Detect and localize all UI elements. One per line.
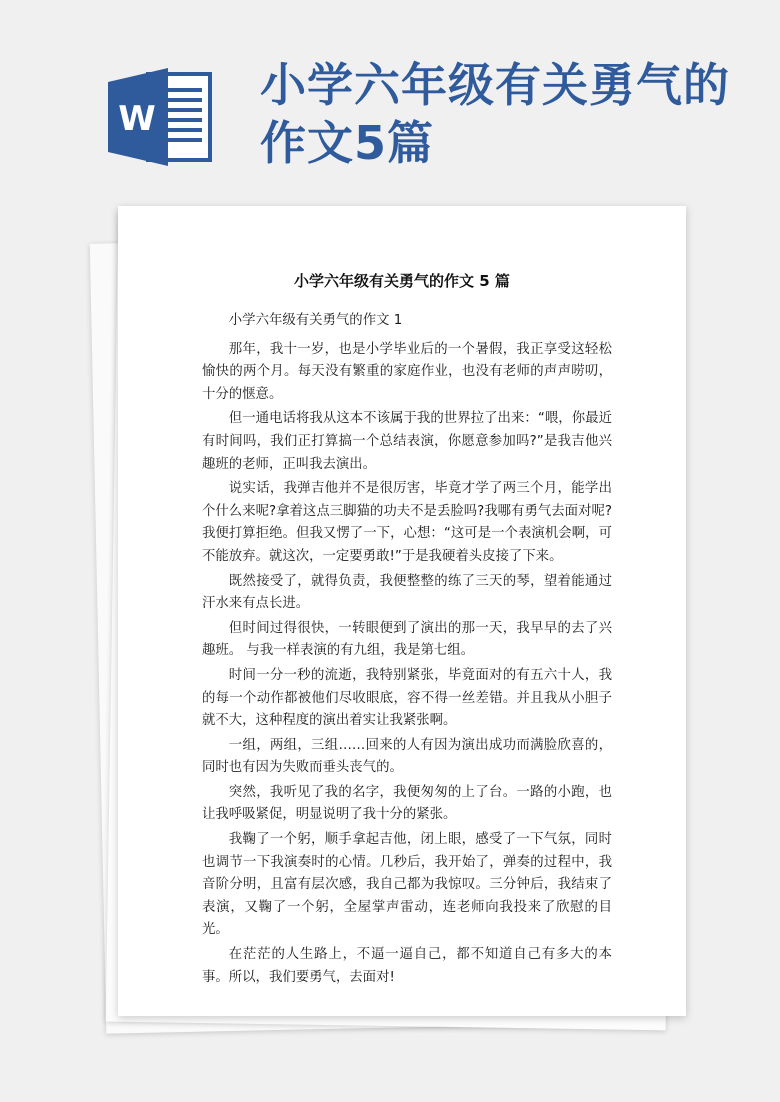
paragraph: 我鞠了一个躬，顺手拿起吉他，闭上眼，感受了一下气氛，同时也调节一下我演奏时的心情。几秒后，我开始了，弹奏的过程中，我音阶分明，且富有层次感，我自己都为我惊叹。三分钟后，我结束了表演，又鞠了一个躬，全屋掌声雷动，连老师向我投来了欣慰的目光。 bbox=[202, 832, 612, 938]
paragraph: 那年，我十一岁，也是小学毕业后的一个暑假，我正享受这轻松愉快的两个月。每天没有繁重的家庭作业，也没有老师的声声唠叨，十分的惬意。 bbox=[202, 341, 612, 402]
paragraph: 既然接受了，就得负责，我便整整的练了三天的琴，望着能通过汗水来有点长进。 bbox=[202, 573, 612, 612]
document-body bbox=[202, 310, 612, 991]
essay-heading: 小学六年级有关勇气的作文 1 bbox=[228, 313, 403, 328]
header bbox=[0, 0, 780, 200]
paragraph: 突然，我听见了我的名字，我便匆匆的上了台。一路的小跑，也让我呼吸紧促，明显说明了我十分的紧张。 bbox=[202, 784, 612, 823]
document-page bbox=[118, 206, 686, 1016]
word-document-icon bbox=[108, 68, 212, 166]
document-title: 小学六年级有关勇气的作文 5 篇 bbox=[294, 272, 510, 290]
paragraph: 说实话，我弹吉他并不是很厉害，毕竟才学了两三个月，能学出个什么来呢?拿着这点三脚猫的功夫不是丢脸吗?我哪有勇气去面对呢?我便打算拒绝。但我又愣了一下，心想：“这可是一个表演机会啊，可不能放弃。就这次，一定要勇敢!”于是我硬着头皮接了下来。 bbox=[202, 481, 612, 564]
paragraph: 一组，两组，三组……回来的人有因为演出成功而满脸欣喜的，同时也有因为失败而垂头丧气的。 bbox=[202, 737, 612, 776]
paragraph: 在茫茫的人生路上，不逼一逼自己，都不知道自己有多大的本事。所以，我们要勇气，去面对! bbox=[202, 947, 612, 985]
header-title: 小学六年级有关勇气的作文5篇 bbox=[260, 58, 730, 170]
svg-text:W: W bbox=[118, 99, 156, 139]
paragraph: 但时间过得很快，一转眼便到了演出的那一天，我早早的去了兴趣班。 与我一样表演的有九组，我是第七组。 bbox=[202, 620, 612, 659]
paragraph: 时间一分一秒的流逝，我特别紧张，毕竟面对的有五六十人，我的每一个动作都被他们尽收眼底，容不得一丝差错。并且我从小胆子就不大，这种程度的演出着实让我紧张啊。 bbox=[202, 667, 612, 729]
paragraph: 但一通电话将我从这本不该属于我的世界拉了出来：“喂，你最近有时间吗，我们正打算搞一个总结表演，你愿意参加吗?”是我吉他兴趣班的老师，正叫我去演出。 bbox=[202, 411, 612, 472]
